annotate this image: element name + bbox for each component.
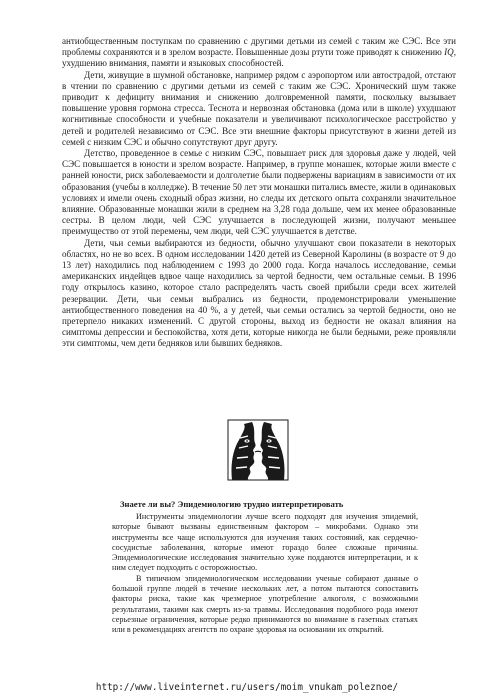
paragraph-childhood: Детство, проведенное в семье с низким СЭС, повышает риск для здоровья даже у людей, чей СЭС повышается в юности и зрелом возрасте. Например, в группе монашек, которые жили вместе с ранней юности, риск заболеваемости и долголетие были подвержены вариациям в зависимости от их образования (учебы в колледже). В течение 50 лет эти монашки питались вместе, жили в одинаковых условиях и имели очень сходный образ жизни, но следы их детского опыта сохраняли значительное влияние. Образованные монашки жили в среднем на 3,28 года дольше, чем их менее образованные сестры. В целом люди, чей СЭС улучшается в последующей жизни, получают меньшее преимущество от этой перемены, чем люди, чей СЭС улучшается в детстве. — [62, 148, 456, 237]
footer-url[interactable]: http://www.liveinternet.ru/users/moim_vnukam_poleznoe/ — [95, 682, 399, 693]
paragraph-intro-text: антиобщественным поступкам по сравнению с другими детьми из семей с таким же СЭС. Все эти проблемы сохраняются и в зрелом возрасте. Повышенные дозы ртути тоже приводят к снижению — [62, 36, 456, 58]
two-faces-profile-icon — [226, 418, 290, 482]
paragraph-intro — [62, 36, 456, 70]
paragraph-noise: Дети, живущие в шумной обстановке, например рядом с аэропортом или автострадой, отстают в чтении по сравнению с другими детьми из семей с таким же СЭС. Хронический шум также приводит к дефициту внимания и снижению долговременной памяти, поскольку вызывает повышение уровня гормона стресса. Теснота и нервозная обстановка (дома или в школе) ухудшают когнитивные способности и учебные показатели и увеличивают психологическое расстройство у детей и родителей независимо от СЭС. Все эти внешние факторы присутствуют в жизни детей из семей с низким СЭС и обычно сопутствуют друг другу. — [62, 69, 456, 147]
did-you-know-box — [112, 499, 418, 636]
paragraph-poverty: Дети, чьи семьи выбираются из бедности, обычно улучшают свои показатели в некоторых областях, но не во всех. В одном исследовании 1420 детей из Северной Каролины (в возрасте от 9 до 13 лет) находились под наблюдением с 1993 до 2000 года. Когда началось исследование, семьи американских индейцев вдвое чаще находились за чертой бедности, чем остальные семьи. В 1996 году открылось казино, которое стало распределять часть своей прибыли среди всех жителей резервации. Дети, чьи семьи выбрались из бедности, продемонстрировали уменьшение антиобщественного поведения на 40 %, а у детей, чьи семьи остались за чертой бедности, оно не претерпело никаких изменений. С другой стороны, выход из бедности не оказал влияния на симптомы депрессии и беспокойства, хотя дети, которые никогда не были бедными, реже проявляли эти симптомы, чем дети бедняков или бывших бедняков. — [62, 237, 456, 349]
paragraph-intro-end: , ухудшению внимания, памяти и языковых способностей. — [62, 47, 456, 69]
iq-term: IQ — [444, 47, 454, 58]
box-paragraph-2: В типичном эпидемиологическом исследовании ученые собирают данные о большой группе людей в течение нескольких лет, а потом пытаются сопоставить факторы риска, такие как чрезмерное употребление алкоголя, с возможными результатами, такими как смерть из-за травмы. Исследования подобного рода имеют серьезные ограничения, которые редко принимаются во внимание в газетных статьях или в рекомендациях агентств по охране здоровья на основании их открытий. — [112, 573, 418, 635]
box-paragraph-1: Инструменты эпидемиологии лучше всего подходят для изучения эпидемий, которые бывают вызваны единственным фактором – микробами. Однако эти инструменты все чаще используются для изучения таких состояний, как сердечно-сосудистые заболевания, которые имеют гораздо более сложные причины. Эпидемиологические исследования значительно хуже поддаются интерпретации, и к ним следует подходить с осторожностью. — [112, 512, 418, 573]
box-title: Знаете ли вы? Эпидемиологию трудно интерпретировать — [120, 499, 344, 509]
main-text — [62, 36, 456, 350]
